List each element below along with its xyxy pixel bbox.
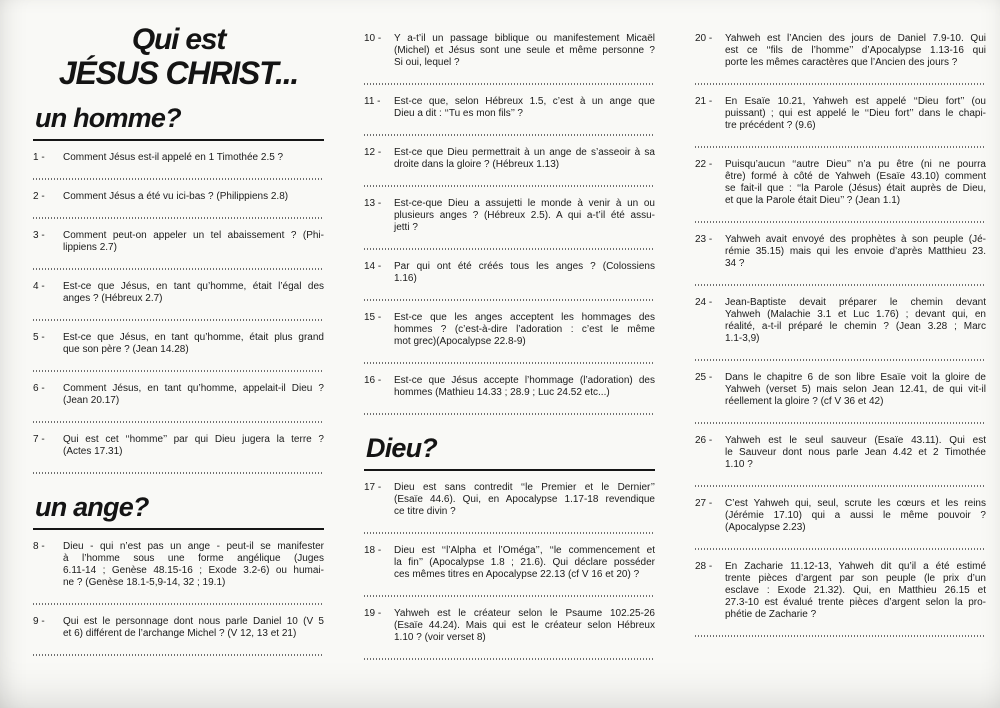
question-number: 8 - — [33, 541, 45, 553]
question-text — [725, 234, 986, 270]
question-19 — [364, 608, 655, 644]
question-text — [63, 332, 324, 356]
question-number: 5 - — [33, 331, 45, 343]
question-text-line: Est-ce que Jésus, en tant qu’homme, était l’égal des — [63, 280, 324, 292]
question-text-line: (Apocalypse 2.23) — [725, 522, 806, 533]
question-text-line: C’est Yahweh qui, seul, scrute les cœurs et les reins — [725, 498, 986, 509]
question-text-line: Dieu - qui n’est pas un ange - peut-il se manifester — [63, 541, 324, 553]
question-text — [725, 435, 986, 471]
question-text-line: Yahweh est l’Ancien des jours de Daniel 7.9-10. Qui — [725, 33, 986, 44]
question-text-line: Yahweh est le seul sauveur (Esaïe 43.11). Qui est — [725, 435, 986, 446]
question-text — [63, 152, 324, 164]
answer-dotted-line — [695, 422, 986, 424]
question-text-line: se fait-il que : ‘‘la Parole (Jésus) était auprès de Dieu, — [725, 183, 986, 194]
answer-dotted-line — [364, 658, 655, 660]
column-left — [33, 22, 324, 708]
question-text-line: Comment Jésus est-il appelé en 1 Timothée 2.5 ? — [63, 151, 284, 163]
answer-dotted-line — [33, 421, 324, 423]
question-text — [725, 159, 986, 207]
question-text-line: esclave : Exode 21.32). Qui, en Matthieu 26.15 et — [725, 585, 986, 596]
question-text-line: Y a-t’il un passage biblique ou manifestement Micaël — [394, 33, 655, 44]
question-text — [394, 96, 655, 120]
question-text-line: (Esaïe 44.24). Mais qui est le créateur selon Hébreux — [394, 620, 655, 632]
question-22 — [695, 159, 986, 207]
answer-dotted-line — [364, 362, 655, 364]
section-heading-un-ange: un ange? — [33, 492, 324, 530]
question-number: 9 - — [33, 616, 45, 628]
question-text-line: Dans le chapitre 6 de son libre Esaïe voit la gloire de — [725, 372, 986, 383]
question-text-line: phétie de Zacharie ? — [725, 609, 817, 620]
question-4 — [33, 281, 324, 305]
question-14 — [364, 261, 655, 285]
answer-dotted-line — [695, 548, 986, 550]
question-number: 10 - — [364, 33, 382, 44]
question-text-line: En Esaïe 10.21, Yahweh est appelé ‘‘Dieu fort’’ (ou — [725, 96, 986, 107]
question-number: 25 - — [695, 372, 713, 383]
question-text-line: Yahweh (verset 5) mais selon Jean 12.41, de qui vit-il — [725, 384, 986, 395]
question-text-line: que son père ? (Jean 14.28) — [63, 343, 189, 355]
question-text-line: 6.11-14 ; Genèse 48.15-16 ; Exode 3.2-6) ou humai- — [63, 565, 324, 577]
question-text-line: plusieurs anges ? (Hébreux 2.5). A qui a-t’il été assu- — [394, 210, 655, 221]
question-20 — [695, 33, 986, 69]
question-number: 11 - — [364, 96, 381, 107]
question-text-line: est ce ‘‘fils de l’homme’’ d’Apocalypse 1.13-16 qui — [725, 45, 986, 56]
answer-dotted-line — [695, 284, 986, 286]
question-8 — [33, 541, 324, 589]
question-23 — [695, 234, 986, 270]
answer-dotted-line — [33, 178, 324, 180]
question-21 — [695, 96, 986, 132]
question-number: 27 - — [695, 498, 713, 509]
question-text-line: (Actes 17.31) — [63, 445, 123, 457]
question-number: 23 - — [695, 234, 713, 245]
question-number: 19 - — [364, 608, 382, 620]
question-10 — [364, 33, 655, 69]
question-5 — [33, 332, 324, 356]
question-text-line: Est-ce que Jésus accepte l’hommage (l’adoration) des — [394, 375, 655, 386]
question-text-line: Yahweh avait envoyé des prophètes à son peuple (Jé- — [725, 234, 986, 245]
question-text — [725, 372, 986, 408]
answer-dotted-line — [33, 268, 324, 270]
question-number: 28 - — [695, 561, 713, 572]
question-text — [63, 434, 324, 458]
question-text-line: (Michel) et Jésus sont une seule et même personne ? — [394, 45, 655, 56]
question-text — [394, 198, 655, 234]
question-text — [63, 281, 324, 305]
question-text-line: Yahweh (Malachie 3.1 et Luc 1.76) ; devant qui, en — [725, 309, 986, 320]
question-text-line: Yahweh est le créateur selon le Psaume 102.25-26 — [394, 608, 655, 620]
question-text-line: la fin’’ (Apocalypse 1.8 ; 21.6). Qui déclare posséder — [394, 557, 655, 569]
answer-dotted-line — [364, 532, 655, 534]
question-text-line: jetti ? — [394, 222, 418, 233]
question-text-line: lippiens 2.7) — [63, 241, 117, 253]
question-text-line: Comment Jésus, en tant qu’homme, appelait-il Dieu ? — [63, 382, 324, 394]
question-number: 7 - — [33, 433, 45, 445]
question-26 — [695, 435, 986, 471]
question-18 — [364, 545, 655, 581]
question-number: 14 - — [364, 261, 382, 272]
question-number: 16 - — [364, 375, 382, 386]
question-text-line: être) formé à côté de Yahweh (Esaïe 43.10) comment — [725, 171, 986, 182]
question-text-line: à l’homme sous une forme angélique (Juges — [63, 553, 324, 565]
column-right — [695, 22, 986, 708]
question-text-line: 1.16) — [394, 273, 417, 284]
title-line: Qui est — [131, 23, 226, 56]
question-number: 12 - — [364, 147, 382, 158]
question-text-line: réalité, a-t-il préparé le chemin ? (Jean 3.28 ; Marc — [725, 321, 986, 332]
answer-dotted-line — [364, 83, 655, 85]
question-text-line: En Zacharie 11.12-13, Yahweh dit qu’il a été estimé — [725, 561, 986, 572]
question-6 — [33, 383, 324, 407]
question-text-line: (Jérémie 17.10) qui a aussi le même pouvoir ? — [725, 510, 986, 521]
section-heading-dieu: Dieu? — [364, 433, 655, 471]
question-text-line: Puisqu’aucun ‘‘autre Dieu’’ n’a pu être (ni ne pourra — [725, 159, 986, 170]
question-text-line: 1.10 ? (voir verset 8) — [394, 632, 486, 644]
question-text-line: Dieu a dit : ‘‘Tu es mon fils’’ ? — [394, 108, 523, 119]
answer-dotted-line — [695, 485, 986, 487]
document-title — [33, 24, 324, 91]
question-text — [394, 147, 655, 171]
question-text-line: Si oui, lequel ? — [394, 57, 460, 68]
answer-dotted-line — [33, 603, 324, 605]
question-28 — [695, 561, 986, 621]
answer-dotted-line — [695, 146, 986, 148]
answer-dotted-line — [695, 221, 986, 223]
question-text-line: hommes ? (c’est-à-dire l’adoration : c’est le même — [394, 324, 655, 335]
question-text — [394, 261, 655, 285]
question-text-line: 1.1-3,9) — [725, 333, 760, 344]
title-line: JÉSUS CHRIST... — [58, 55, 299, 92]
question-text-line: (Esaïe 44.6). Qui, en Apocalypse 1.17-18 revendique — [394, 494, 655, 506]
question-text — [63, 230, 324, 254]
answer-dotted-line — [33, 217, 324, 219]
question-text — [63, 541, 324, 589]
answer-dotted-line — [364, 248, 655, 250]
question-13 — [364, 198, 655, 234]
answer-dotted-line — [364, 299, 655, 301]
question-number: 6 - — [33, 382, 45, 394]
question-text-line: et que la Parole était Dieu’’ ? (Jean 1.1) — [725, 195, 901, 206]
question-number: 17 - — [364, 482, 382, 494]
question-text-line: réellement la gloire ? (cf V 36 et 42) — [725, 396, 884, 407]
question-7 — [33, 434, 324, 458]
question-text — [725, 96, 986, 132]
question-text-line: trente pièces d’argent par son peuple (le prix d’un — [725, 573, 986, 584]
question-text-line: Qui est le personnage dont nous parle Daniel 10 (V 5 — [63, 616, 324, 628]
question-text-line: et 6) différent de l’archange Michel ? (V 12, 13 et 21) — [63, 628, 297, 640]
question-text-line: Comment Jésus a été vu ici-bas ? (Philippiens 2.8) — [63, 190, 289, 202]
answer-dotted-line — [695, 635, 986, 637]
question-text-line: tre précédent ? (9.6) — [725, 120, 816, 131]
question-text-line: rémie 35.15) mais qui les envoie d’après Matthieu 23. — [725, 246, 986, 257]
question-text-line: Jean-Baptiste devait préparer le chemin devant — [725, 297, 986, 308]
question-text — [394, 375, 655, 399]
question-number: 22 - — [695, 159, 713, 170]
question-text — [725, 498, 986, 534]
question-text — [394, 482, 655, 518]
question-text-line: Est-ce que Jésus, en tant qu’homme, était plus grand — [63, 331, 324, 343]
question-15 — [364, 312, 655, 348]
question-text-line: ces mêmes titres en Apocalypse 22.13 (cf V 16 et 20) ? — [394, 569, 640, 581]
question-number: 13 - — [364, 198, 382, 209]
question-text-line: Est-ce-que Dieu a assujetti le monde à venir à un ou — [394, 198, 655, 209]
answer-dotted-line — [364, 185, 655, 187]
question-text-line: puissant) ; qui est appelé le ‘‘Dieu fort’’ dans le chapi- — [725, 108, 986, 119]
question-text-line: 1.10 ? — [725, 459, 753, 470]
question-text-line: Dieu est ‘‘l’Alpha et l’Oméga’’, ‘‘le commencement et — [394, 545, 655, 557]
question-2 — [33, 191, 324, 203]
question-11 — [364, 96, 655, 120]
question-text-line: mot grec)(Apocalypse 22.8-9) — [394, 336, 526, 347]
question-text-line: (Jean 20.17) — [63, 394, 120, 406]
question-text-line: le Sauveur dont nous parle Jean 4.42 et 2 Timothée — [725, 447, 986, 458]
question-24 — [695, 297, 986, 345]
question-text-line: 27.3-10 est évalué trente pièces d’argent selon la pro- — [725, 597, 986, 608]
question-text — [394, 312, 655, 348]
question-text — [394, 33, 655, 69]
question-text-line: hommes (Mathieu 14.33 ; 28.9 ; Luc 24.52 etc...) — [394, 387, 610, 398]
question-9 — [33, 616, 324, 640]
question-text — [63, 616, 324, 640]
question-text — [63, 383, 324, 407]
section-heading-un-homme: un homme? — [33, 103, 324, 141]
question-text-line: porte les mêmes caractères que l’Ancien des jours ? — [725, 57, 958, 68]
question-text — [725, 561, 986, 621]
question-16 — [364, 375, 655, 399]
question-number: 3 - — [33, 229, 45, 241]
question-text-line: Est-ce que, selon Hébreux 1.5, c’est à un ange que — [394, 96, 655, 107]
question-text-line: anges ? (Hébreux 2.7) — [63, 292, 163, 304]
question-27 — [695, 498, 986, 534]
question-text-line: Qui est cet ‘‘homme’’ par qui Dieu jugera la terre ? — [63, 433, 324, 445]
question-text-line: ce titre divin ? — [394, 506, 456, 518]
question-3 — [33, 230, 324, 254]
question-number: 21 - — [695, 96, 713, 107]
question-text-line: 34 ? — [725, 258, 745, 269]
question-text-line: droite dans la gloire ? (Hébreux 1.13) — [394, 159, 560, 170]
question-number: 4 - — [33, 280, 45, 292]
answer-dotted-line — [364, 413, 655, 415]
question-text — [394, 608, 655, 644]
question-text-line: Comment peut-on appeler un tel abaissement ? (Phi- — [63, 229, 324, 241]
question-text-line: Par qui ont été créés tous les anges ? (Colossiens — [394, 261, 655, 272]
question-number: 26 - — [695, 435, 713, 446]
question-25 — [695, 372, 986, 408]
answer-dotted-line — [364, 134, 655, 136]
answer-dotted-line — [695, 83, 986, 85]
answer-dotted-line — [33, 472, 324, 474]
answer-dotted-line — [33, 319, 324, 321]
question-number: 24 - — [695, 297, 713, 308]
question-12 — [364, 147, 655, 171]
question-text-line: Est-ce que Dieu permettrait à un ange de s’asseoir à sa — [394, 147, 655, 158]
question-text-line: ne ? (Genèse 18.1-5,9-14, 32 ; 19.1) — [63, 577, 226, 589]
question-text — [725, 297, 986, 345]
question-number: 15 - — [364, 312, 382, 323]
question-number: 2 - — [33, 190, 45, 202]
question-number: 1 - — [33, 151, 45, 163]
question-1 — [33, 152, 324, 164]
question-text — [725, 33, 986, 69]
question-number: 20 - — [695, 33, 713, 44]
question-text-line: Est-ce que les anges acceptent les hommages des — [394, 312, 655, 323]
answer-dotted-line — [33, 654, 324, 656]
answer-dotted-line — [695, 359, 986, 361]
question-text-line: Dieu est sans contredit ‘‘le Premier et le Dernier’’ — [394, 482, 655, 494]
question-text — [63, 191, 324, 203]
question-text — [394, 545, 655, 581]
column-middle — [364, 22, 655, 708]
question-17 — [364, 482, 655, 518]
answer-dotted-line — [33, 370, 324, 372]
answer-dotted-line — [364, 595, 655, 597]
question-number: 18 - — [364, 545, 382, 557]
